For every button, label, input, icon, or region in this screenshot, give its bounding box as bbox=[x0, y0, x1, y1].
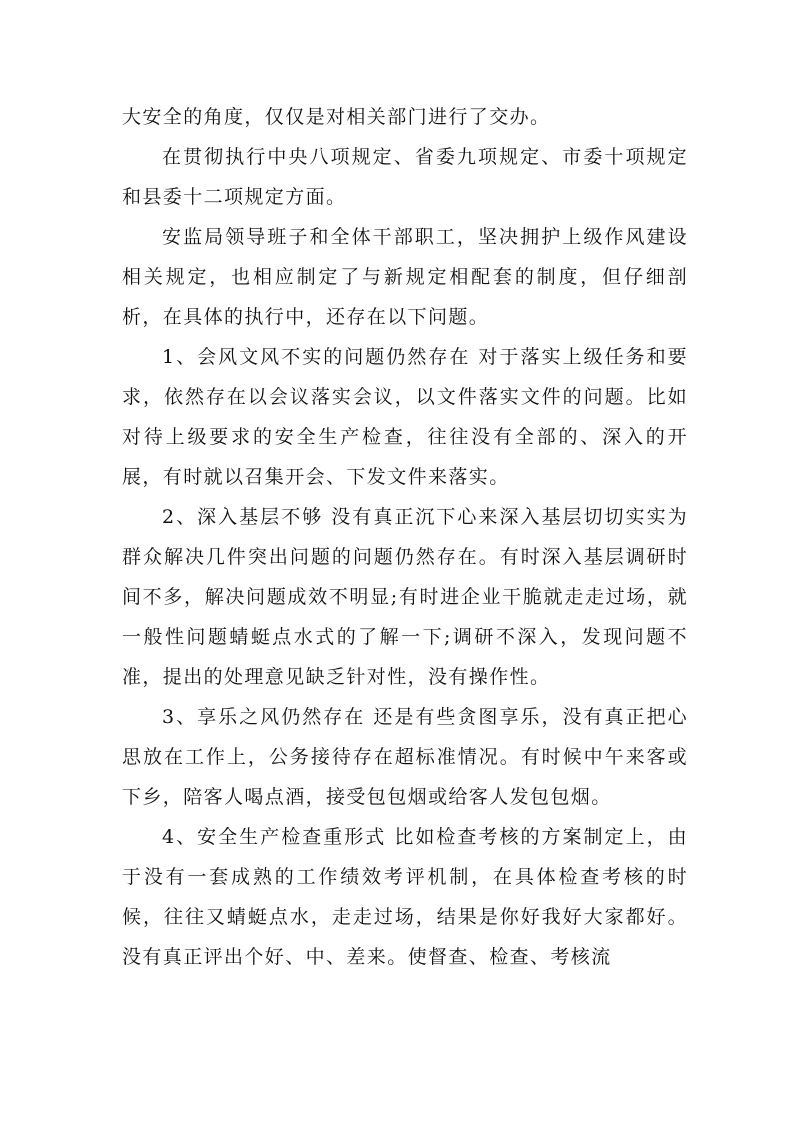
paragraph-4: 1、会风文风不实的问题仍然存在 对于落实上级任务和要求，依然存在以会议落实会议，以文件落实文件的问题。比如对待上级要求的安全生产检查，往往没有全部的、深入的开展，有时就以召集开会、下发文件来落实。 bbox=[122, 346, 688, 488]
paragraph-3: 安监局领导班子和全体干部职工，坚决拥护上级作风建设相关规定，也相应制定了与新规定相配套的制度，但仔细剖析，在具体的执行中，还存在以下问题。 bbox=[122, 226, 688, 328]
paragraph-1: 大安全的角度，仅仅是对相关部门进行了交办。 bbox=[122, 106, 551, 128]
document-body bbox=[122, 97, 688, 977]
paragraph-6: 3、享乐之风仍然存在 还是有些贪图享乐，没有真正把心思放在工作上，公务接待存在超标准情况。有时候中午来客或下乡，陪客人喝点酒，接受包包烟或给客人发包包烟。 bbox=[122, 706, 688, 808]
paragraph-7: 4、安全生产检查重形式 比如检查考核的方案制定上，由于没有一套成熟的工作绩效考评机制，在具体检查考核的时候，往往又蜻蜓点水，走走过场，结果是你好我好大家都好。没有真正评出个好、中、差来。使督查、检查、考核流 bbox=[122, 826, 688, 968]
paragraph-2: 在贯彻执行中央八项规定、省委九项规定、市委十项规定和县委十二项规定方面。 bbox=[122, 146, 688, 208]
paragraph-5: 2、深入基层不够 没有真正沉下心来深入基层切切实实为群众解决几件突出问题的问题仍然存在。有时深入基层调研时间不多，解决问题成效不明显;有时进企业干脆就走走过场，就一般性问题蜻蜓点水式的了解一下;调研不深入，发现问题不准，提出的处理意见缺乏针对性，没有操作性。 bbox=[122, 506, 688, 688]
